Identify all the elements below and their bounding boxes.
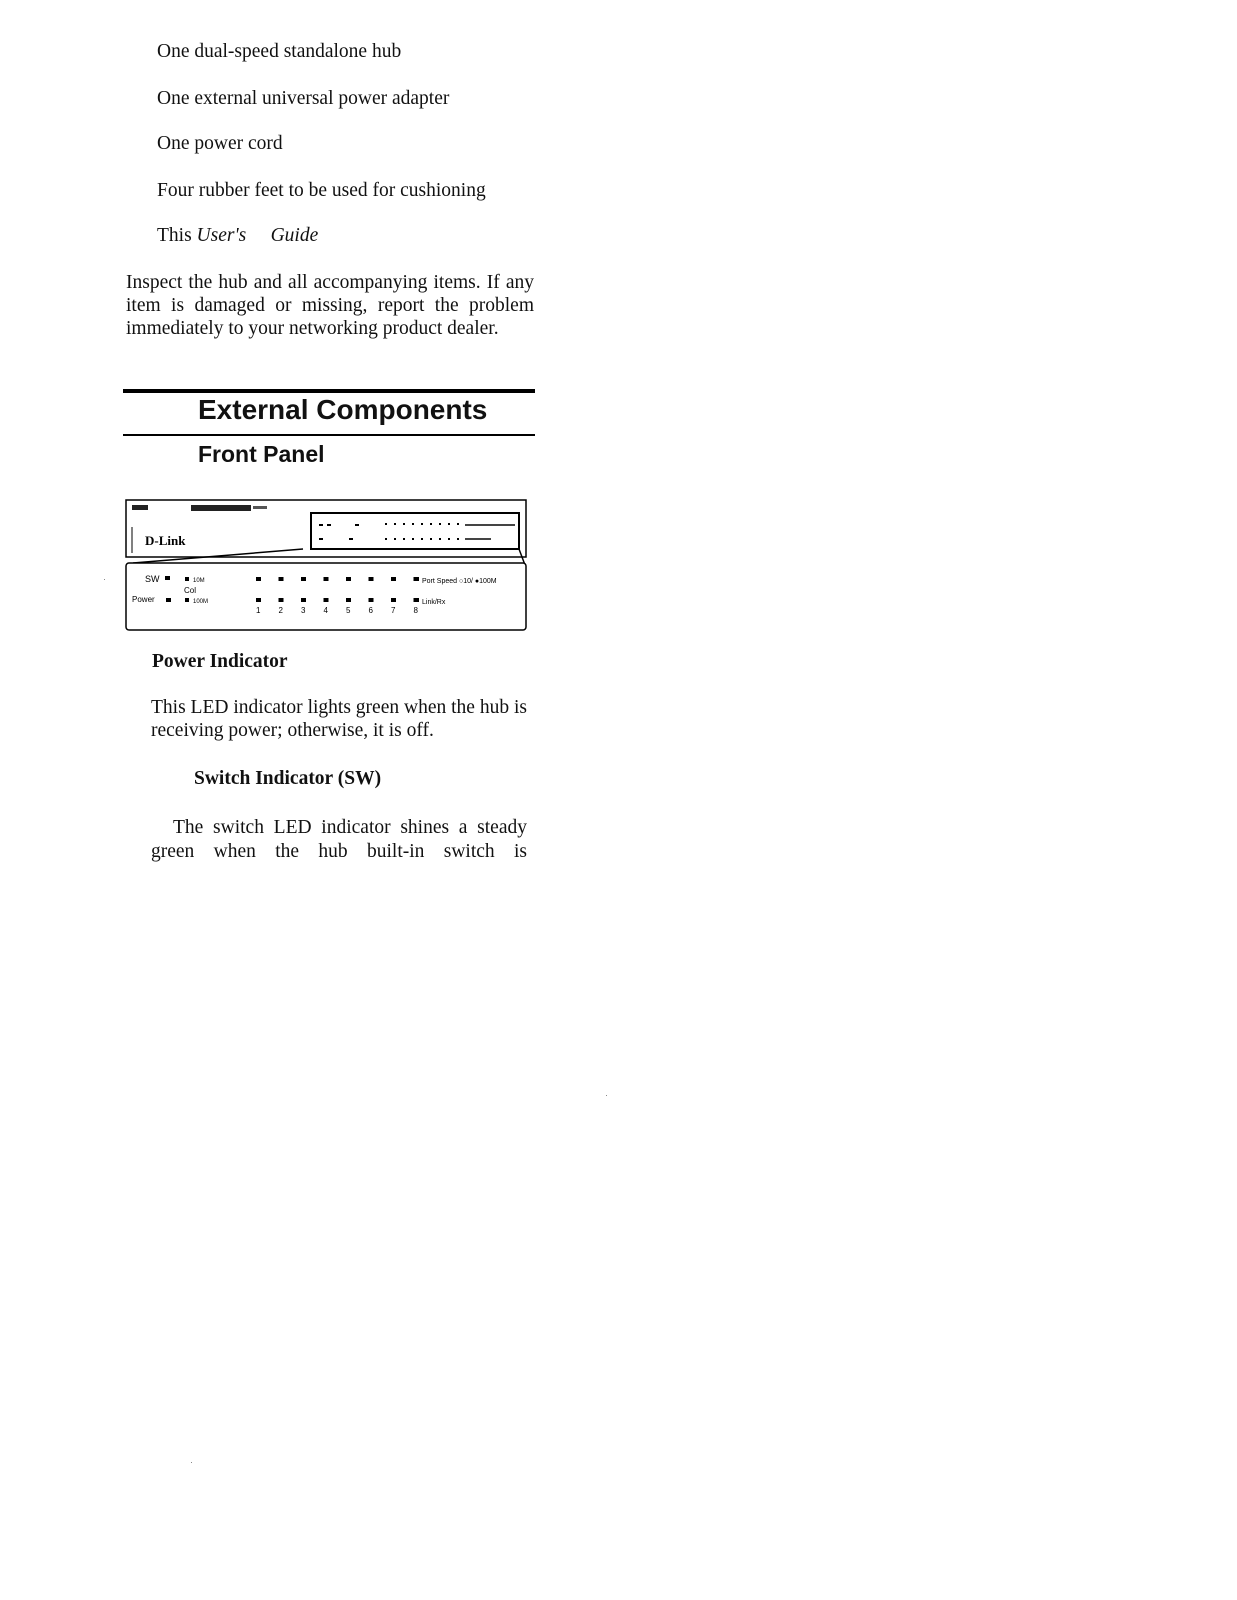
package-item: Four rubber feet to be used for cushioning [157, 180, 486, 201]
section-title: External Components [198, 394, 488, 425]
port-number: 5 [346, 606, 351, 615]
small-port-led [457, 523, 459, 525]
sw-led [165, 576, 170, 580]
scan-speck [104, 579, 105, 580]
small-status-led [355, 524, 359, 526]
package-item: One power cord [157, 133, 283, 154]
switch-indicator-line1: The switch LED indicator shines a steady [173, 817, 527, 838]
switch-indicator-heading: Switch Indicator (SW) [194, 768, 382, 789]
small-legend-mark [465, 538, 491, 540]
power-label: Power [132, 595, 155, 604]
port-number: 6 [368, 606, 373, 615]
small-port-led [457, 538, 459, 540]
small-legend-mark [465, 524, 515, 526]
small-port-led [439, 538, 441, 540]
small-port-led [385, 538, 387, 540]
package-item-prefix: This [157, 225, 197, 246]
section-rule-top [123, 389, 535, 393]
small-status-led [349, 538, 353, 540]
small-status-led [319, 538, 323, 540]
power-indicator-heading: Power Indicator [152, 651, 288, 672]
small-port-led [439, 523, 441, 525]
port-number: 1 [256, 606, 261, 615]
switch-indicator-line2: green when the hub built-in switch is [151, 841, 527, 862]
small-port-led [421, 523, 423, 525]
small-port-led [421, 538, 423, 540]
small-port-led [448, 523, 450, 525]
port-speed-label: Port Speed ○10/ ●100M [422, 578, 497, 585]
port-link-led [256, 598, 261, 602]
small-status-led [319, 524, 323, 526]
port-number: 2 [278, 606, 283, 615]
port-link-led [301, 598, 306, 602]
power-led [166, 598, 171, 602]
small-port-led [403, 538, 405, 540]
port-speed-led [301, 577, 306, 581]
label-col: Col [184, 586, 197, 595]
users-guide-title: User's Guide [196, 225, 319, 246]
label-100m: 100M [193, 599, 209, 605]
brand-strip-mark [191, 505, 251, 511]
small-port-led [385, 523, 387, 525]
legend-led [414, 598, 419, 602]
power-indicator-body: This LED indicator lights green when the hub is receiving power; otherwise, it is off. [151, 697, 527, 741]
small-port-led [448, 538, 450, 540]
port-link-led [279, 598, 284, 602]
small-port-led [430, 523, 432, 525]
port-speed-led [391, 577, 396, 581]
led-100m [185, 598, 189, 602]
small-port-led [430, 538, 432, 540]
led-10m [185, 577, 189, 581]
led-panel-magnified [126, 563, 526, 630]
port-number: 3 [301, 606, 306, 615]
port-link-led [346, 598, 351, 602]
port-number: 4 [323, 606, 328, 615]
label-10m: 10M [193, 578, 205, 584]
small-status-led [327, 524, 331, 526]
scan-speck [191, 1462, 192, 1463]
port-link-led [324, 598, 329, 602]
port-speed-led [369, 577, 374, 581]
package-item: One external universal power adapter [157, 88, 450, 109]
front-panel-illustration [123, 497, 531, 635]
small-port-led [412, 538, 414, 540]
package-item: One dual-speed standalone hub [157, 41, 402, 62]
port-speed-led [256, 577, 261, 581]
led-panel-small [311, 513, 519, 549]
package-item [157, 225, 318, 247]
port-speed-led [279, 577, 284, 581]
sw-label: SW [145, 574, 160, 584]
port-speed-led [346, 577, 351, 581]
brand-strip-text-mark [253, 506, 267, 509]
small-port-led [403, 523, 405, 525]
legend-led [414, 577, 419, 581]
inspect-paragraph: Inspect the hub and all accompanying items. If any item is damaged or missing, report the problem immediately to your networking product dealer. [126, 272, 534, 339]
small-port-led [394, 538, 396, 540]
scan-speck [606, 1095, 607, 1096]
port-link-led [391, 598, 396, 602]
section-rule-bottom [123, 434, 535, 436]
small-port-led [412, 523, 414, 525]
subsection-title: Front Panel [198, 441, 325, 467]
port-link-led [369, 598, 374, 602]
port-number: 8 [413, 606, 418, 615]
model-label-mark [132, 505, 148, 510]
link-rx-label: Link/Rx [422, 599, 446, 606]
dlink-logo: D-Link [145, 533, 186, 548]
front-panel-figure [123, 497, 531, 635]
small-port-led [394, 523, 396, 525]
port-number: 7 [391, 606, 396, 615]
port-speed-led [324, 577, 329, 581]
